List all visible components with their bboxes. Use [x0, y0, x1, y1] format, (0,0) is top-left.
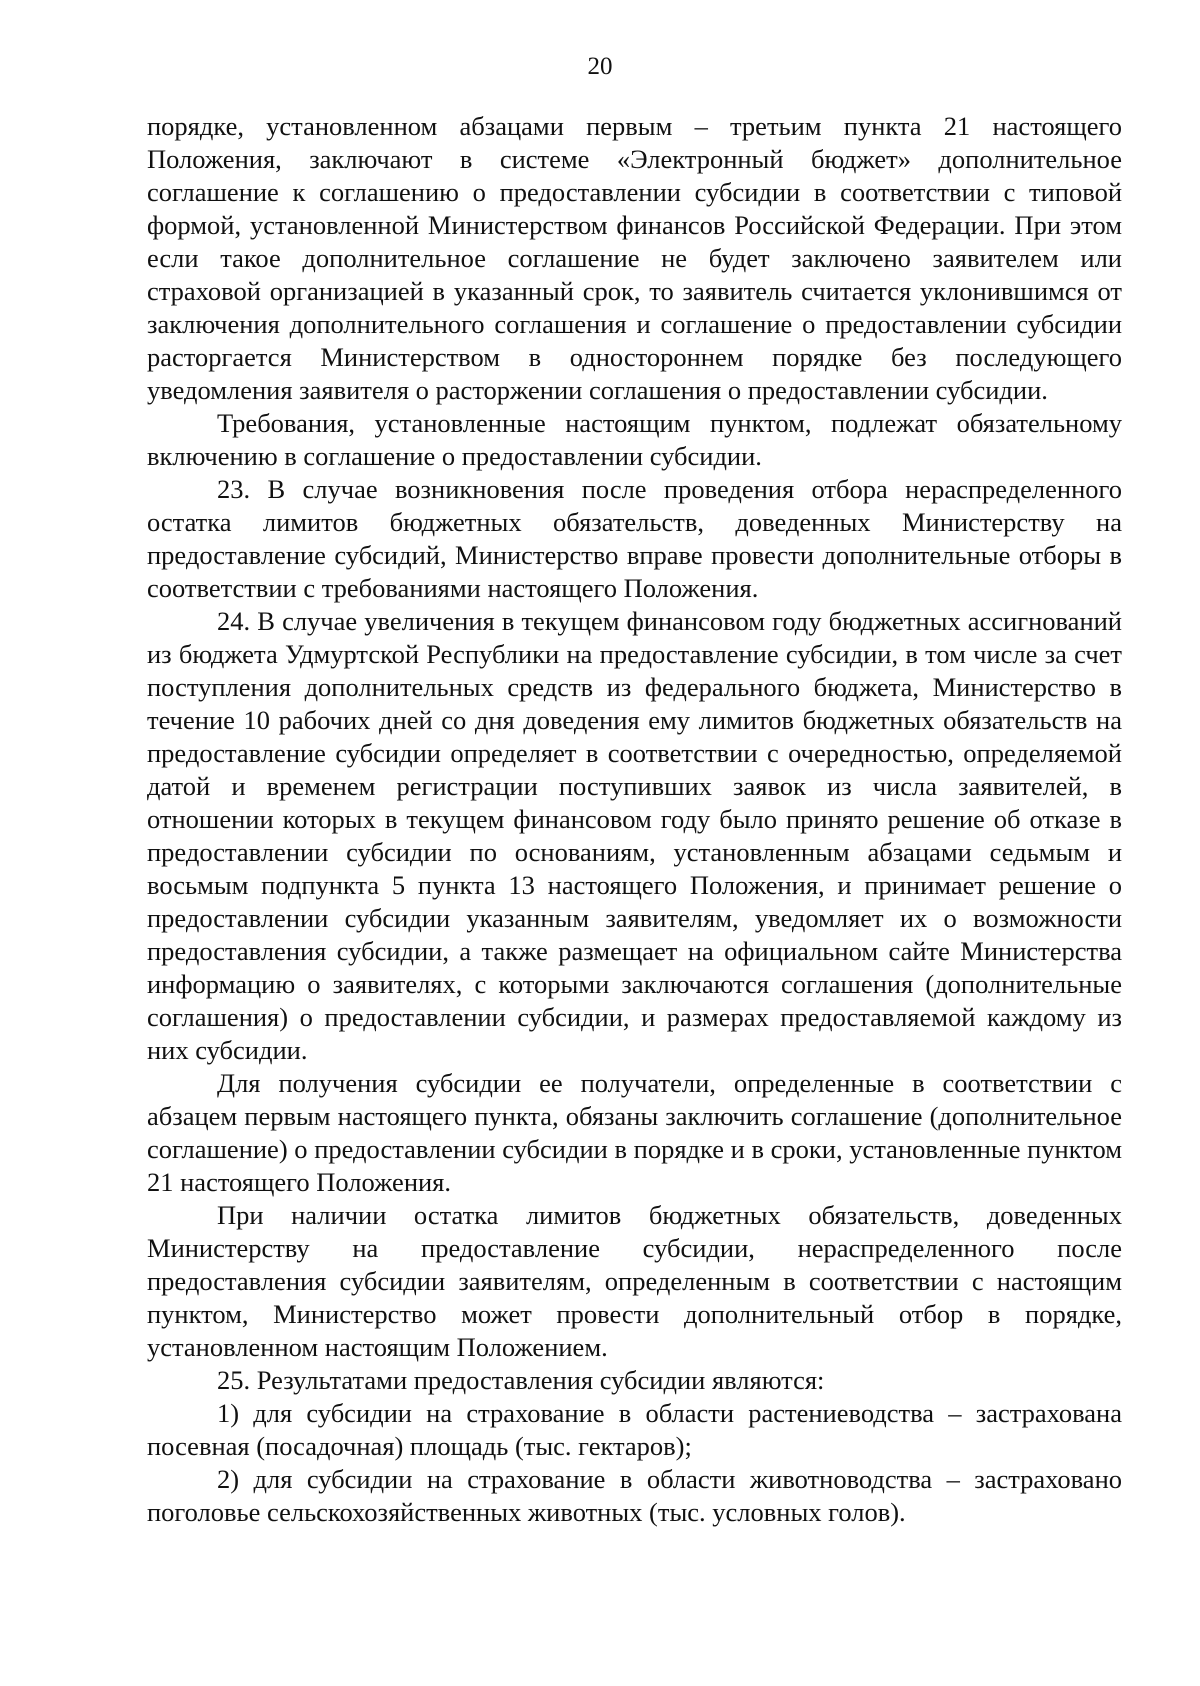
paragraph-item-24: 24. В случае увеличения в текущем финансовом году бюджетных ассигнований из бюджета Удмуртской Республики на предоставление субсидии, в том числе за счет поступления дополнительных средств из федерального бюджета, Министерство в течение 10 рабочих дней со дня доведения ему лимитов бюджетных обязательств на предоставление субсидии определяет в соответствии с очередностью, определяемой датой и временем регистрации поступивших заявок из числа заявителей, в отношении которых в текущем финансовом году было принято решение об отказе в предоставлении субсидии по основаниям, установленным абзацами седьмым и восьмым подпункта 5 пункта 13 настоящего Положения, и принимает решение о предоставлении субсидии указанным заявителям, уведомляет их о возможности предоставления субсидии, а также размещает на официальном сайте Министерства информацию о заявителях, с которыми заключаются соглашения (дополнительные соглашения) о предоставлении субсидии, и размерах предоставляемой каждому из них субсидии. [147, 606, 1122, 1065]
paragraph-continuation: порядке, установленном абзацами первым – третьим пункта 21 настоящего Положения, заключают в системе «Электронный бюджет» дополнительное соглашение к соглашению о предоставлении субсидии в соответствии с типовой формой, установленной Министерством финансов Российской Федерации. При этом если такое дополнительное соглашение не будет заключено заявителем или страховой организацией в указанный срок, то заявитель считается уклонившимся от заключения дополнительного соглашения и соглашение о предоставлении субсидии расторгается Министерством в одностороннем порядке без последующего уведомления заявителя о расторжении соглашения о предоставлении субсидии. [147, 111, 1122, 405]
paragraph-item-25-1: 1) для субсидии на страхование в области растениеводства – застрахована посевная (посадочная) площадь (тыс. гектаров); [147, 1398, 1122, 1461]
page-number: 20 [587, 53, 613, 80]
paragraph-item-25: 25. Результатами предоставления субсидии являются: [217, 1365, 825, 1395]
paragraph-item-25-2: 2) для субсидии на страхование в области животноводства – застраховано поголовье сельскохозяйственных животных (тыс. условных голов). [147, 1464, 1122, 1527]
paragraph-item-23: 23. В случае возникновения после проведения отбора нераспределенного остатка лимитов бюджетных обязательств, доведенных Министерству на предоставление субсидий, Министерство вправе провести дополнительные отборы в соответствии с требованиями настоящего Положения. [147, 474, 1122, 603]
paragraph-item-24-recipients: Для получения субсидии ее получатели, определенные в соответствии с абзацем первым настоящего пункта, обязаны заключить соглашение (дополнительное соглашение) о предоставлении субсидии в порядке и в сроки, установленные пунктом 21 настоящего Положения. [147, 1068, 1122, 1197]
paragraph-requirements: Требования, установленные настоящим пунктом, подлежат обязательному включению в соглашение о предоставлении субсидии. [147, 408, 1122, 471]
paragraph-item-24-remainder: При наличии остатка лимитов бюджетных обязательств, доведенных Министерству на предоставление субсидии, нераспределенного после предоставления субсидии заявителям, определенным в соответствии с настоящим пунктом, Министерство может провести дополнительный отбор в порядке, установленном настоящим Положением. [147, 1200, 1122, 1362]
document-body [147, 110, 1122, 1529]
